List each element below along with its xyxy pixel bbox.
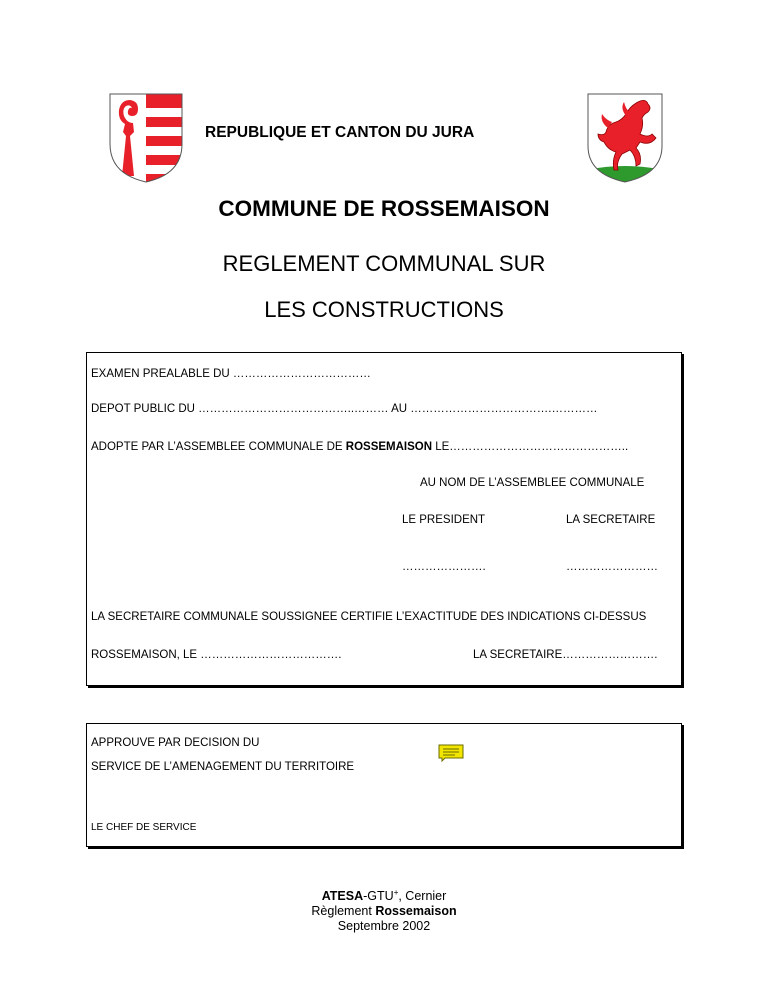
rossemaison-coat-of-arms — [586, 92, 664, 184]
company-city: , Cernier — [398, 889, 447, 903]
secretaire-sign-line: LA SECRETAIRE……………………. — [473, 649, 658, 661]
secretaire-label: LA SECRETAIRE — [566, 514, 656, 526]
procedure-box — [86, 352, 682, 686]
secretaire-signature-line: …………………… — [566, 561, 658, 573]
document-title-line2: LES CONSTRUCTIONS — [264, 297, 504, 322]
president-label: LE PRESIDENT — [402, 514, 486, 526]
footer-company — [0, 888, 768, 903]
adopte-line — [91, 441, 628, 453]
footer-reglement — [0, 904, 768, 918]
chef-de-service-label: LE CHEF DE SERVICE — [91, 822, 197, 833]
republic-heading: REPUBLIQUE ET CANTON DU JURA — [205, 124, 475, 141]
comment-note-icon[interactable] — [438, 744, 464, 762]
depot-line: DEPOT PUBLIC DU …………………………………..……… AU ……………………………….………… — [91, 403, 598, 415]
adopte-prefix: ADOPTE PAR L’ASSEMBLEE COMMUNALE DE — [91, 441, 346, 453]
approval-box — [86, 723, 682, 847]
document-title-line1: REGLEMENT COMMUNAL SUR — [222, 251, 546, 276]
adopte-commune: ROSSEMAISON — [345, 441, 433, 453]
adopte-suffix: LE……………………………………….. — [432, 441, 629, 453]
footer-date: Septembre 2002 — [337, 919, 431, 933]
place-date-line: ROSSEMAISON, LE ………………………………. — [91, 649, 342, 661]
company-suffix: -GTU — [363, 889, 394, 903]
au-nom-label: AU NOM DE L’ASSEMBLEE COMMUNALE — [420, 477, 645, 489]
approval-line1: APPROUVE PAR DECISION DU — [91, 737, 260, 749]
president-signature-line: …………………. — [402, 561, 486, 573]
jura-coat-of-arms — [108, 92, 184, 184]
company-sup: + — [393, 888, 399, 897]
reglement-prefix: Règlement — [311, 904, 376, 918]
reglement-commune: Rossemaison — [375, 904, 457, 918]
company-name: ATESA — [321, 889, 364, 903]
commune-title: COMMUNE DE ROSSEMAISON — [218, 196, 550, 221]
certification-text: LA SECRETAIRE COMMUNALE SOUSSIGNEE CERTIFIE L’EXACTITUDE DES INDICATIONS CI-DESSUS — [91, 611, 647, 623]
examen-line: EXAMEN PREALABLE DU ……………………………… — [91, 368, 371, 380]
approval-line2: SERVICE DE L’AMENAGEMENT DU TERRITOIRE — [91, 761, 355, 773]
